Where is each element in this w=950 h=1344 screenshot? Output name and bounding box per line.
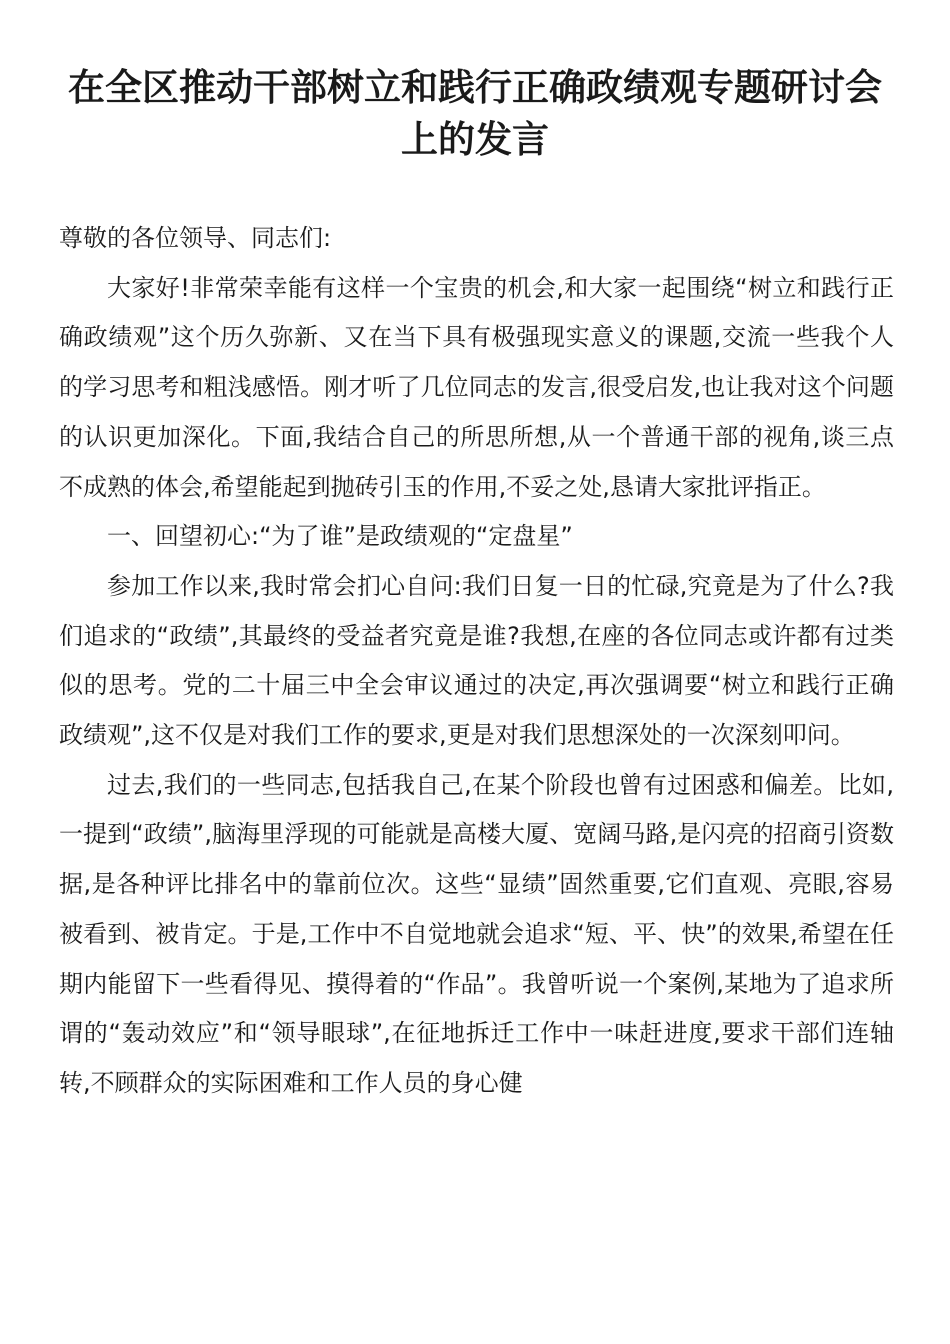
paragraph-intro: 大家好!非常荣幸能有这样一个宝贵的机会,和大家一起围绕“树立和践行正确政绩观”这个历久弥新、又在当下具有极强现实意义的课题,交流一些我个人的学习思考和粗浅感悟。刚才听了几位同志的发言,很受启发,也让我对这个问题的认识更加深化。下面,我结合自己的所思所想,从一个普通干部的视角,谈三点不成熟的体会,希望能起到抛砖引玉的作用,不妥之处,恳请大家批评指正。: [59, 273, 894, 501]
document-body: [59, 214, 894, 1109]
section-heading-1: 一、回望初心:“为了谁”是政绩观的“定盘星”: [107, 522, 573, 551]
salutation: 尊敬的各位领导、同志们:: [59, 224, 332, 252]
paragraph-section-1-b: 过去,我们的一些同志,包括我自己,在某个阶段也曾有过困惑和偏差。比如,一提到“政绩”,脑海里浮现的可能就是高楼大厦、宽阔马路,是闪亮的招商引资数据,是各种评比排名中的靠前位次。这些“显绩”固然重要,它们直观、亮眼,容易被看到、被肯定。于是,工作中不自觉地就会追求“短、平、快”的效果,希望在任期内能留下一些看得见、摸得着的“作品”。我曾听说一个案例,某地为了追求所谓的“轰动效应”和“领导眼球”,在征地拆迁工作中一味赶进度,要求干部们连轴转,不顾群众的实际困难和工作人员的身心健: [59, 770, 894, 1097]
paragraph-section-1-a: 参加工作以来,我时常会扪心自问:我们日复一日的忙碌,究竟是为了什么?我们追求的“政绩”,其最终的受益者究竟是谁?我想,在座的各位同志或许都有过类似的思考。党的二十届三中全会审议通过的决定,再次强调要“树立和践行正确政绩观”,这不仅是对我们工作的要求,更是对我们思想深处的一次深刻叩问。: [59, 571, 894, 750]
document-title: 在全区推动干部树立和践行正确政绩观专题研讨会上的发言: [68, 66, 882, 161]
